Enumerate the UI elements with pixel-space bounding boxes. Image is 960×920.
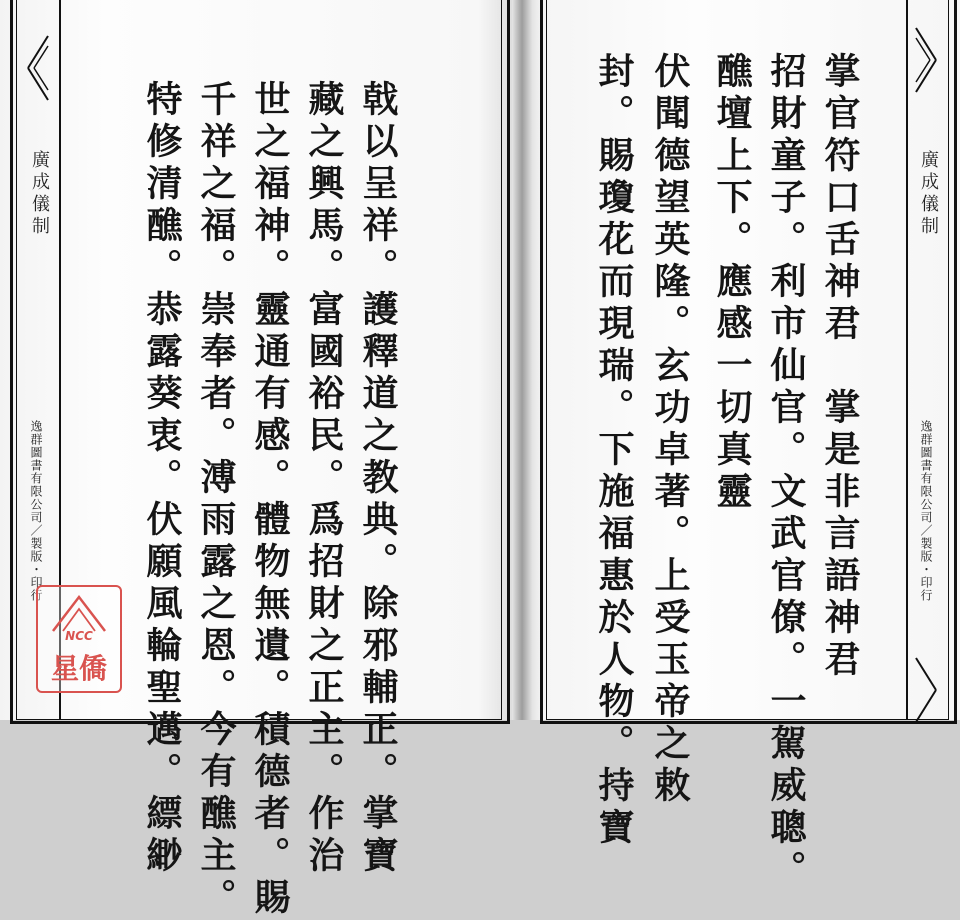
text-column-3: 醮壇上下。應感一切真靈 xyxy=(711,52,753,514)
right-margin-strip xyxy=(906,0,950,720)
text-column-7: 藏之興馬。富國裕民。爲招財之正主。作治 xyxy=(303,80,345,878)
text-column-8: 世之福神。靈通有感。體物無遺。積德者。賜 xyxy=(249,80,291,920)
mountain-logo-icon xyxy=(49,593,109,633)
text-column-4: 伏聞德望英隆。玄功卓著。上受玉帝之敕 xyxy=(649,52,691,808)
right-chevron-ornament-icon xyxy=(912,20,940,100)
text-column-5: 封。賜瓊花而現瑞。下施福惠於人物。持寶 xyxy=(593,52,635,850)
watermark-stamp xyxy=(36,585,122,693)
publisher-left: 逸群圖書有限公司／製版・印行 xyxy=(29,420,43,602)
left-chevron-ornament-icon xyxy=(24,28,52,108)
watermark-cjk: 星僑 xyxy=(50,652,107,685)
book-title-left: 廣成儀制 xyxy=(29,150,50,238)
right-bottom-ornament-icon xyxy=(912,650,940,730)
text-column-9: 千祥之福。崇奉者。溥雨露之恩。今有醮主。 xyxy=(195,80,237,920)
publisher-right: 逸群圖書有限公司／製版・印行 xyxy=(919,420,933,602)
text-column-10: 特修清醮。恭露葵衷。伏願風輪聖邁。縹緲 xyxy=(141,80,183,878)
text-column-6: 戟以呈祥。護釋道之教典。除邪輔正。掌寶 xyxy=(357,80,399,878)
text-column-2: 招財童子。利市仙官。文武官僚。一駕威聰。 xyxy=(765,52,807,892)
text-column-1: 掌官符口舌神君 掌是非言語神君 xyxy=(819,52,861,682)
book-title-right: 廣成儀制 xyxy=(918,150,939,238)
watermark-latin: NCC xyxy=(65,629,93,643)
book-spine xyxy=(512,0,532,720)
